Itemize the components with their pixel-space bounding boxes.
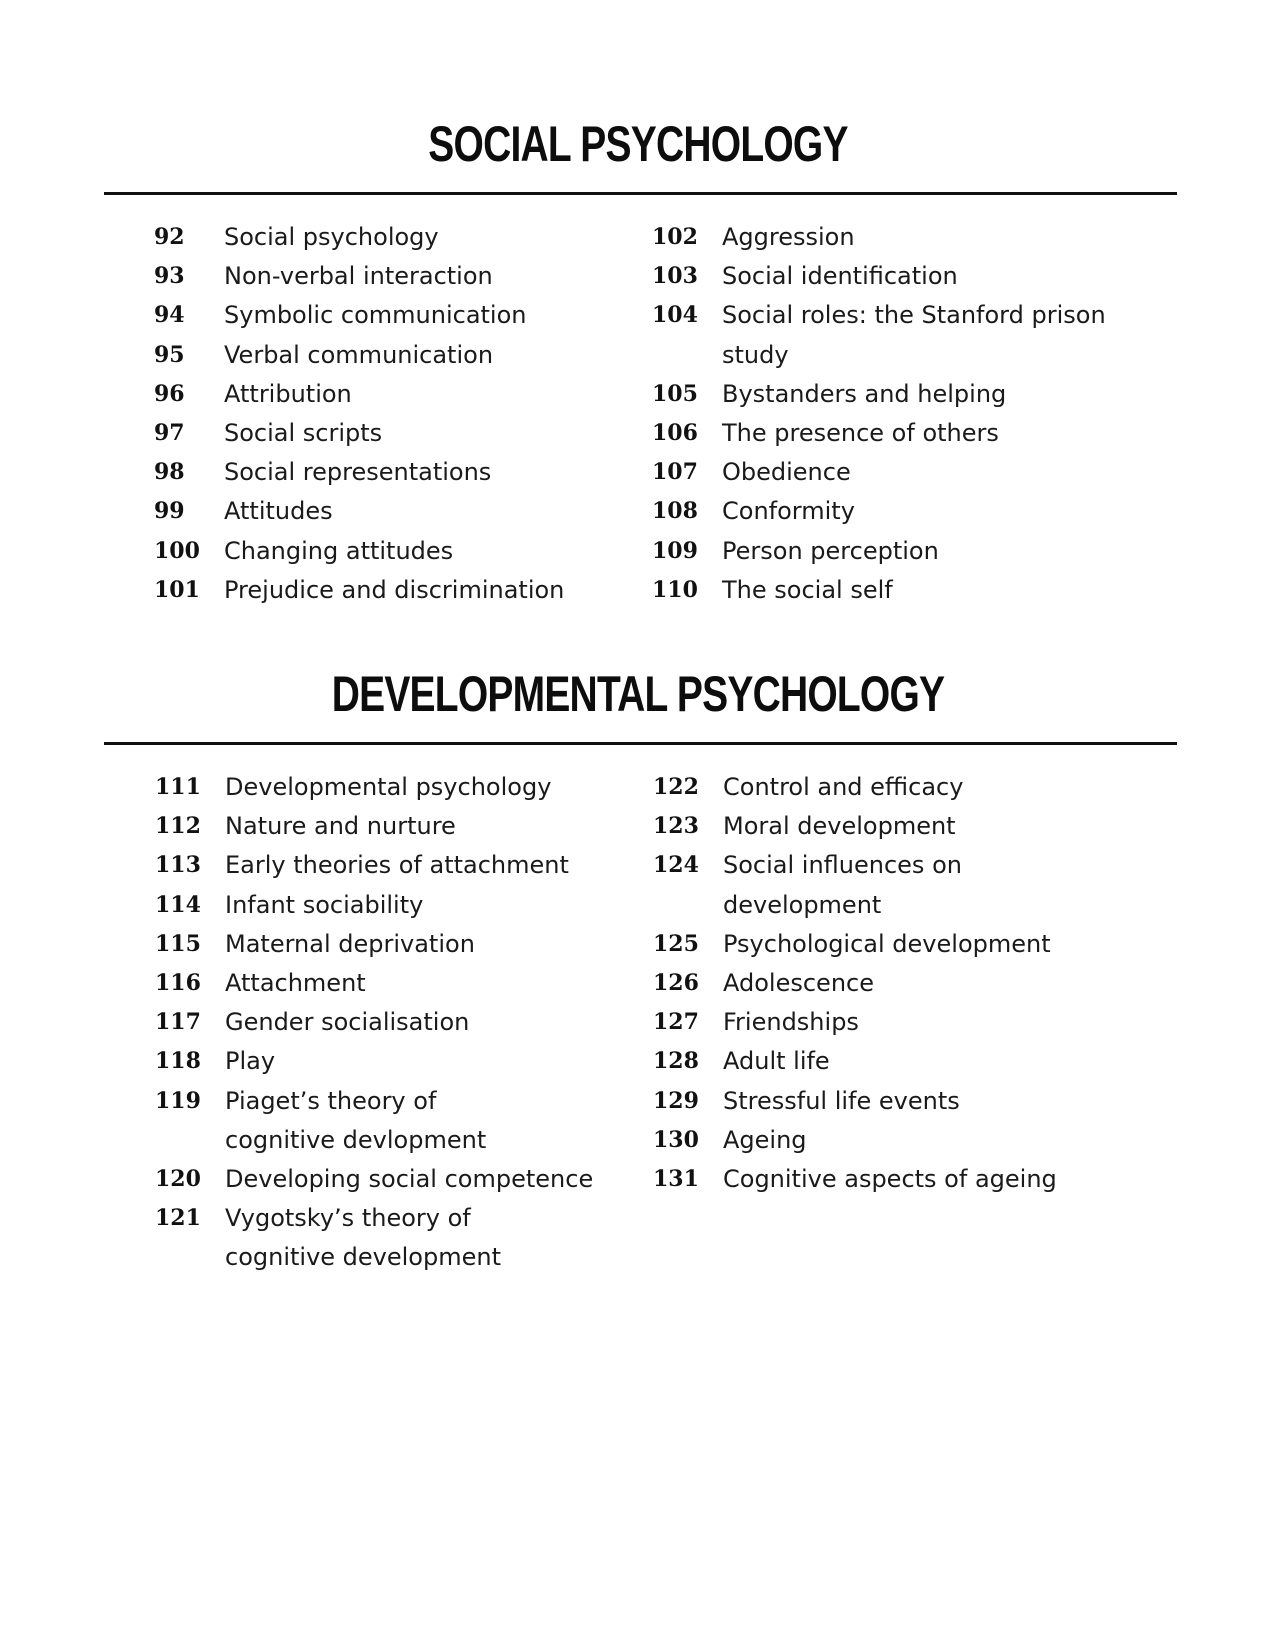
page-number: 98 xyxy=(154,459,185,486)
entry-title: The presence of others xyxy=(722,419,999,448)
page-number: 113 xyxy=(155,852,201,879)
entry-title: Adult life xyxy=(723,1047,830,1076)
entry-title-continued: study xyxy=(722,340,789,369)
entry-title: Attribution xyxy=(224,379,352,408)
entry-title: Obedience xyxy=(722,458,851,487)
page-number: 102 xyxy=(652,224,698,250)
entry-title: Maternal deprivation xyxy=(225,929,475,958)
page-number: 114 xyxy=(155,891,201,918)
contents-entry[interactable] xyxy=(154,453,624,492)
entry-title: Piaget’s theory of xyxy=(225,1086,437,1115)
page-number: 100 xyxy=(154,537,200,564)
contents-entry[interactable] xyxy=(653,964,1123,1003)
entry-title: Social roles: the Stanford prison xyxy=(722,301,1106,330)
contents-entry[interactable] xyxy=(653,807,1123,846)
contents-entry[interactable] xyxy=(154,296,624,335)
entry-title: Friendships xyxy=(723,1008,859,1037)
contents-entry[interactable] xyxy=(155,925,625,964)
entry-title: Moral development xyxy=(723,812,956,841)
contents-entry[interactable] xyxy=(154,492,624,531)
page-number: 120 xyxy=(155,1166,201,1193)
page-number: 108 xyxy=(652,498,698,525)
page-number: 110 xyxy=(652,576,698,603)
contents-entry[interactable] xyxy=(653,925,1123,964)
entry-title: Bystanders and helping xyxy=(722,379,1007,408)
entry-title: Cognitive aspects of ageing xyxy=(723,1165,1057,1194)
contents-column-left xyxy=(154,218,624,610)
page-number: 99 xyxy=(154,498,185,525)
entry-title: Vygotsky’s theory of xyxy=(225,1204,471,1233)
page-number: 126 xyxy=(653,970,699,997)
contents-entry[interactable] xyxy=(652,375,1122,414)
page-number: 119 xyxy=(155,1087,201,1114)
page-number: 103 xyxy=(652,263,698,290)
section-divider xyxy=(104,742,1177,745)
entry-title: Developing social competence xyxy=(225,1165,594,1194)
contents-entry[interactable] xyxy=(155,768,625,807)
page-number: 106 xyxy=(652,420,698,447)
entry-title: Prejudice and discrimination xyxy=(224,575,565,604)
entry-title: Attitudes xyxy=(224,497,333,526)
entry-title: Social representations xyxy=(224,458,492,487)
contents-entry[interactable] xyxy=(653,1003,1123,1042)
page-number: 96 xyxy=(154,380,185,407)
entry-title: Social psychology xyxy=(224,223,439,251)
page-number: 117 xyxy=(155,1009,201,1036)
entry-title: Nature and nurture xyxy=(225,812,456,841)
entry-title: Conformity xyxy=(722,497,855,526)
page-number: 93 xyxy=(154,263,185,290)
page-number: 95 xyxy=(154,341,185,368)
entry-title: Verbal communication xyxy=(224,340,494,369)
page-number: 124 xyxy=(653,852,699,879)
page-number: 105 xyxy=(652,380,698,407)
page-number: 97 xyxy=(154,420,185,447)
contents-entry[interactable] xyxy=(154,218,624,257)
contents-entry[interactable] xyxy=(155,846,625,885)
page-number: 130 xyxy=(653,1126,699,1153)
contents-entry[interactable] xyxy=(155,964,625,1003)
contents-entry[interactable] xyxy=(155,807,625,846)
contents-entry[interactable] xyxy=(155,1082,625,1160)
contents-entry[interactable] xyxy=(653,1121,1123,1160)
page-number: 128 xyxy=(653,1048,699,1075)
entry-title: Changing attitudes xyxy=(224,536,454,565)
page-number: 104 xyxy=(652,302,698,329)
contents-entry[interactable] xyxy=(652,492,1122,531)
contents-entry[interactable] xyxy=(154,375,624,414)
entry-title: Social scripts xyxy=(224,419,383,448)
contents-entry[interactable] xyxy=(155,886,625,925)
entry-title: Developmental psychology xyxy=(225,773,552,801)
entry-title: Gender socialisation xyxy=(225,1008,470,1037)
entry-title-continued: cognitive devlopment xyxy=(225,1125,487,1154)
contents-entry[interactable] xyxy=(154,336,624,375)
contents-entry[interactable] xyxy=(155,1160,625,1199)
contents-entry[interactable] xyxy=(652,218,1122,257)
page-number: 127 xyxy=(653,1009,699,1036)
contents-entry[interactable] xyxy=(652,296,1122,374)
page-number: 92 xyxy=(154,224,185,250)
entry-title: Psychological development xyxy=(723,929,1051,958)
page-number: 111 xyxy=(155,774,201,800)
entry-title: Symbolic communication xyxy=(224,301,527,330)
entry-title: Person perception xyxy=(722,536,939,565)
entry-title: Control and efficacy xyxy=(723,773,964,801)
entry-title: Early theories of attachment xyxy=(225,851,569,880)
page-number: 94 xyxy=(154,302,185,329)
contents-entry[interactable] xyxy=(652,453,1122,492)
entry-title: Adolescence xyxy=(723,969,874,998)
entry-title: Ageing xyxy=(723,1125,807,1154)
contents-entry[interactable] xyxy=(154,532,624,571)
section-divider xyxy=(104,192,1177,195)
page-number: 125 xyxy=(653,930,699,957)
page-number: 122 xyxy=(653,774,699,800)
entry-title: The social self xyxy=(722,575,893,604)
page-number: 115 xyxy=(155,930,201,957)
entry-title: Non-verbal interaction xyxy=(224,262,493,291)
contents-entry[interactable] xyxy=(652,414,1122,453)
contents-entry[interactable] xyxy=(653,768,1123,807)
section-title-developmental-psychology: DEVELOPMENTAL PSYCHOLOGY xyxy=(331,666,945,722)
contents-entry[interactable] xyxy=(154,414,624,453)
page-number: 116 xyxy=(155,970,201,997)
contents-entry[interactable] xyxy=(653,1042,1123,1081)
page-number: 101 xyxy=(154,576,200,603)
page-number: 107 xyxy=(652,459,698,486)
contents-entry[interactable] xyxy=(653,1082,1123,1121)
entry-title-continued: cognitive development xyxy=(225,1243,501,1272)
entry-title: Play xyxy=(225,1047,276,1076)
contents-entry[interactable] xyxy=(155,1199,625,1277)
contents-entry[interactable] xyxy=(652,532,1122,571)
contents-entry[interactable] xyxy=(154,571,624,610)
contents-column-right xyxy=(652,218,1122,610)
page-number: 112 xyxy=(155,813,201,840)
page-number: 129 xyxy=(653,1087,699,1114)
contents-column-left xyxy=(155,768,625,1278)
contents-entry[interactable] xyxy=(155,1003,625,1042)
entry-title: Stressful life events xyxy=(723,1086,960,1115)
contents-entry[interactable] xyxy=(652,257,1122,296)
page-number: 121 xyxy=(155,1205,201,1232)
entry-title: Infant sociability xyxy=(225,890,424,919)
contents-entry[interactable] xyxy=(155,1042,625,1081)
entry-title: Attachment xyxy=(225,969,366,998)
page-number: 123 xyxy=(653,813,699,840)
page-number: 118 xyxy=(155,1048,201,1075)
contents-entry[interactable] xyxy=(652,571,1122,610)
entry-title: Social influences on development xyxy=(723,851,962,919)
page-number: 131 xyxy=(653,1166,699,1193)
entry-title: Aggression xyxy=(722,223,855,251)
contents-entry[interactable] xyxy=(154,257,624,296)
contents-column-right xyxy=(653,768,1123,1199)
contents-entry[interactable] xyxy=(653,1160,1123,1199)
entry-title: Social identification xyxy=(722,262,958,291)
contents-entry[interactable] xyxy=(653,846,1123,924)
section-title-social-psychology: SOCIAL PSYCHOLOGY xyxy=(428,116,848,172)
page-number: 109 xyxy=(652,537,698,564)
